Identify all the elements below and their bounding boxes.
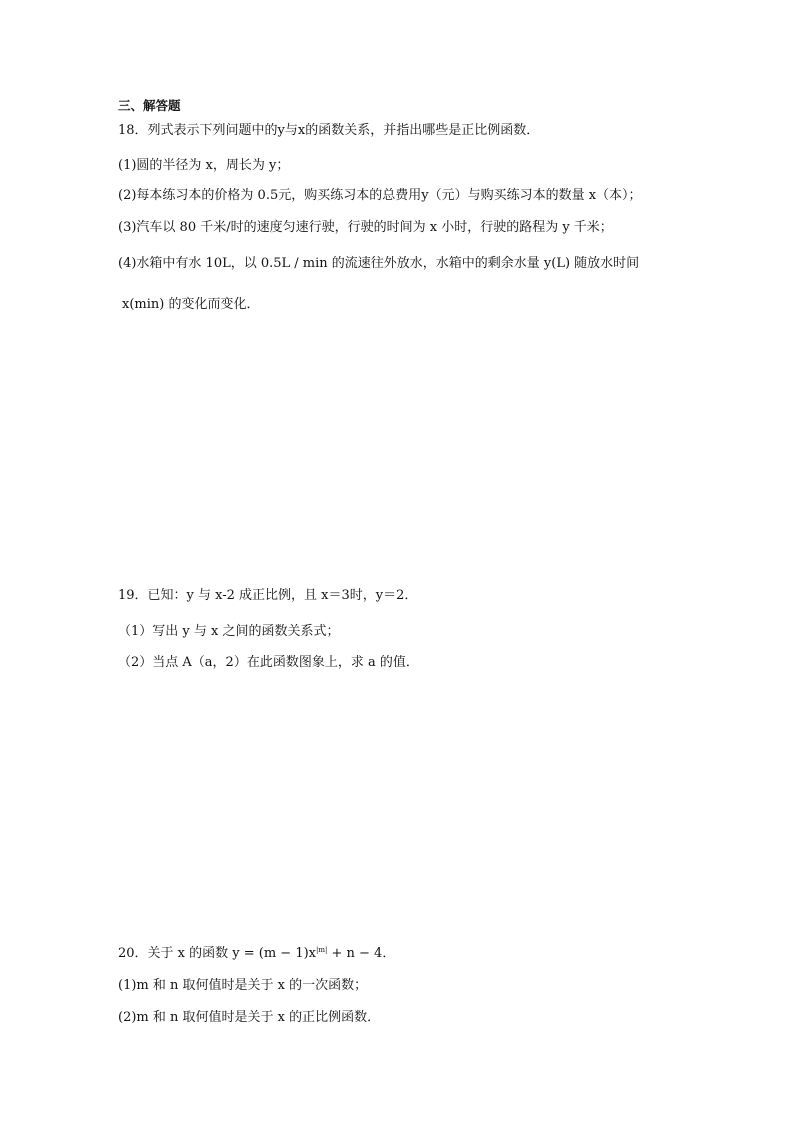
q20-intro-prefix: 20．关于 x 的函数 y = (m − 1)x xyxy=(118,946,317,961)
q19-part-1: （1）写出 y 与 x 之间的函数关系式； xyxy=(118,624,340,639)
q20-part-1: (1)m 和 n 取何值时是关于 x 的一次函数； xyxy=(118,978,368,993)
q18-intro: 18．列式表示下列问题中的y与x的函数关系，并指出哪些是正比例函数． xyxy=(118,123,540,138)
q20-intro xyxy=(118,942,395,962)
q18-part-4-line-1: (4)水箱中有水 10L，以 0.5L / min 的流速往外放水，水箱中的剩余水量 y(L) 随放水时间 xyxy=(118,256,640,271)
q18-part-3: (3)汽车以 80 千米/时的速度匀速行驶，行驶的时间为 x 小时，行驶的路程为 y 千米； xyxy=(118,220,613,235)
q19-intro: 19．已知：y 与 x-2 成正比例，且 x＝3时，y＝2． xyxy=(118,588,418,603)
q18-part-2: (2)每本练习本的价格为 0.5元，购买练习本的总费用y（元）与购买练习本的数量 x（本）； xyxy=(118,188,642,203)
q19-part-2: （2）当点 A（a，2）在此函数图象上，求 a 的值． xyxy=(118,655,419,670)
q20-exponent: |m| xyxy=(316,946,328,954)
q20-intro-suffix: + n − 4． xyxy=(327,946,396,961)
q18-part-1: (1)圆的半径为 x，周长为 y； xyxy=(118,158,290,173)
q18-part-4-line-2: x(min) 的变化而变化． xyxy=(122,297,260,312)
q20-part-2: (2)m 和 n 取何值时是关于 x 的正比例函数． xyxy=(118,1010,381,1025)
section-heading: 三、解答题 xyxy=(118,98,181,113)
